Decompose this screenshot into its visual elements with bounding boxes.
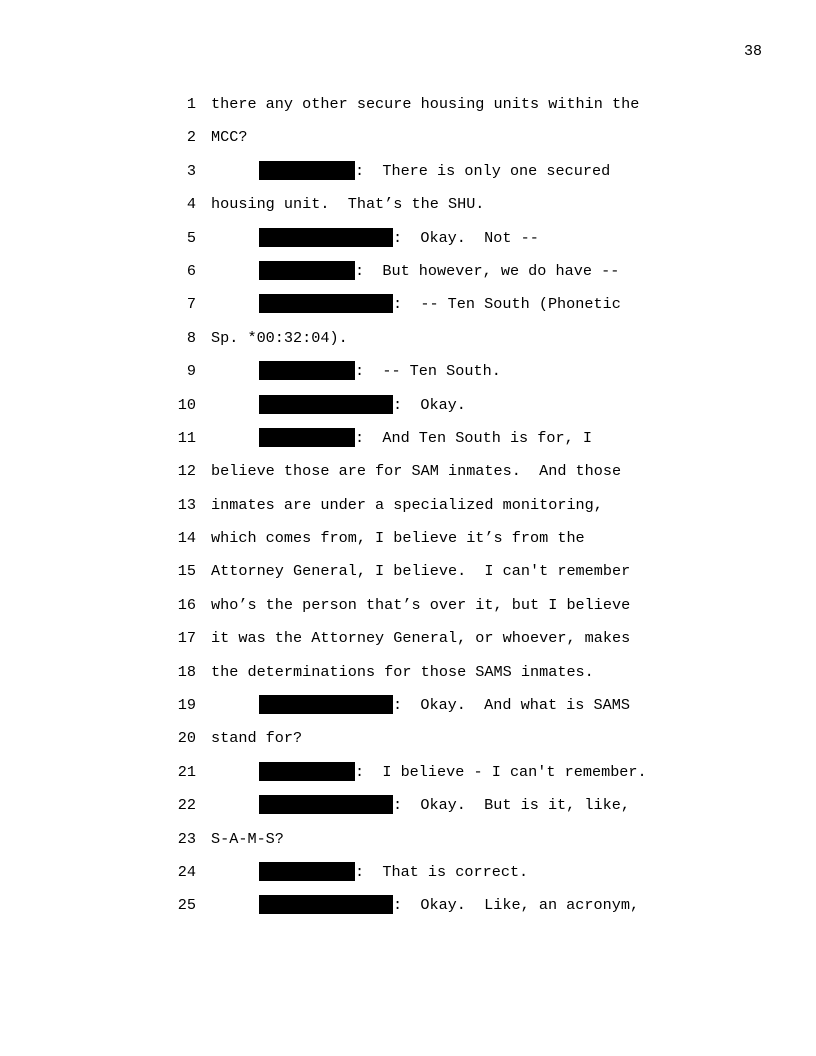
line-text: which comes from, I believe it’s from the bbox=[211, 529, 585, 548]
speaker-text: : But however, we do have -- bbox=[355, 261, 620, 280]
speaker-text: : There is only one secured bbox=[355, 161, 611, 180]
speaker-line-body bbox=[259, 361, 501, 381]
transcript-line bbox=[0, 161, 816, 194]
transcript-line bbox=[0, 528, 816, 561]
line-text: MCC? bbox=[211, 128, 248, 147]
transcript-line bbox=[0, 829, 816, 862]
line-number: 21 bbox=[177, 762, 196, 781]
line-number: 16 bbox=[177, 595, 196, 614]
line-text: inmates are under a specialized monitoring, bbox=[211, 495, 603, 514]
speaker-text: : Okay. Not -- bbox=[393, 228, 539, 247]
transcript-line bbox=[0, 662, 816, 695]
speaker-line-body bbox=[259, 862, 528, 882]
speaker-line-body bbox=[259, 895, 639, 915]
redacted-speaker-name bbox=[259, 228, 393, 247]
line-number: 9 bbox=[186, 362, 196, 381]
speaker-text: : Okay. bbox=[393, 395, 466, 414]
line-number: 20 bbox=[177, 729, 196, 748]
speaker-text: : -- Ten South (Phonetic bbox=[393, 295, 621, 314]
transcript-line bbox=[0, 428, 816, 461]
transcript-line bbox=[0, 361, 816, 394]
line-number: 2 bbox=[186, 128, 196, 147]
line-number: 12 bbox=[177, 462, 196, 481]
transcript-line bbox=[0, 127, 816, 160]
redacted-speaker-name bbox=[259, 294, 393, 313]
line-text: Attorney General, I believe. I can't remember bbox=[211, 562, 631, 581]
transcript-line bbox=[0, 595, 816, 628]
transcript-line bbox=[0, 461, 816, 494]
line-number: 1 bbox=[186, 95, 196, 113]
speaker-line-body bbox=[259, 395, 466, 415]
speaker-text: : -- Ten South. bbox=[355, 362, 501, 381]
transcript-line bbox=[0, 728, 816, 761]
transcript-line bbox=[0, 294, 816, 327]
transcript-line bbox=[0, 762, 816, 795]
transcript-line bbox=[0, 795, 816, 828]
speaker-text: : Okay. Like, an acronym, bbox=[393, 896, 640, 915]
line-text: Sp. *00:32:04). bbox=[211, 328, 348, 347]
speaker-line-body bbox=[259, 795, 630, 815]
transcript-line bbox=[0, 895, 816, 928]
redacted-speaker-name bbox=[259, 762, 355, 781]
page-number: 38 bbox=[743, 43, 762, 60]
line-text: stand for? bbox=[211, 729, 303, 748]
line-number: 10 bbox=[177, 395, 196, 414]
redacted-speaker-name bbox=[259, 361, 355, 380]
transcript-line bbox=[0, 495, 816, 528]
line-number: 6 bbox=[186, 261, 196, 280]
line-number: 15 bbox=[177, 562, 196, 581]
line-text: believe those are for SAM inmates. And those bbox=[211, 462, 622, 481]
transcript-line bbox=[0, 862, 816, 895]
transcript-line bbox=[0, 194, 816, 227]
redacted-speaker-name bbox=[259, 895, 393, 914]
speaker-line-body bbox=[259, 228, 539, 248]
line-number: 17 bbox=[177, 629, 196, 648]
speaker-line-body bbox=[259, 294, 621, 314]
transcript-line bbox=[0, 328, 816, 361]
line-text: who’s the person that’s over it, but I believe bbox=[211, 595, 631, 614]
redacted-speaker-name bbox=[259, 428, 355, 447]
speaker-text: : I believe - I can't remember. bbox=[355, 762, 647, 781]
redacted-speaker-name bbox=[259, 395, 393, 414]
line-number: 13 bbox=[177, 495, 196, 514]
speaker-text: : And Ten South is for, I bbox=[355, 428, 592, 447]
redacted-speaker-name bbox=[259, 261, 355, 280]
transcript-line bbox=[0, 261, 816, 294]
speaker-line-body bbox=[259, 762, 647, 782]
speaker-line-body bbox=[259, 428, 592, 448]
line-number: 22 bbox=[177, 796, 196, 815]
speaker-line-body bbox=[259, 261, 619, 281]
speaker-text: : That is correct. bbox=[355, 862, 529, 881]
line-number: 23 bbox=[177, 829, 196, 848]
line-text: it was the Attorney General, or whoever, makes bbox=[211, 629, 631, 648]
transcript-line bbox=[0, 695, 816, 728]
line-number: 11 bbox=[177, 428, 196, 447]
redacted-speaker-name bbox=[259, 795, 393, 814]
line-number: 8 bbox=[186, 328, 196, 347]
line-text: S-A-M-S? bbox=[211, 829, 284, 848]
redacted-speaker-name bbox=[259, 862, 355, 881]
line-number: 24 bbox=[177, 862, 196, 881]
line-number: 5 bbox=[186, 228, 196, 247]
line-text: the determinations for those SAMS inmates. bbox=[211, 662, 594, 681]
transcript-line bbox=[0, 228, 816, 261]
transcript-line bbox=[0, 395, 816, 428]
line-number: 18 bbox=[177, 662, 196, 681]
transcript-line bbox=[0, 94, 816, 127]
speaker-text: : Okay. And what is SAMS bbox=[393, 696, 630, 715]
transcript-line bbox=[0, 561, 816, 594]
line-number: 25 bbox=[177, 896, 196, 915]
line-number: 19 bbox=[177, 696, 196, 715]
transcript-body bbox=[0, 94, 816, 929]
line-number: 14 bbox=[177, 529, 196, 548]
speaker-line-body bbox=[259, 695, 630, 715]
speaker-line-body bbox=[259, 161, 610, 181]
transcript-line bbox=[0, 628, 816, 661]
redacted-speaker-name bbox=[259, 161, 355, 180]
redacted-speaker-name bbox=[259, 695, 393, 714]
line-number: 4 bbox=[186, 195, 196, 214]
line-text: housing unit. That’s the SHU. bbox=[211, 195, 485, 214]
speaker-text: : Okay. But is it, like, bbox=[393, 796, 630, 815]
line-number: 7 bbox=[186, 295, 196, 314]
line-text: there any other secure housing units within the bbox=[211, 95, 640, 113]
line-number: 3 bbox=[186, 161, 196, 180]
